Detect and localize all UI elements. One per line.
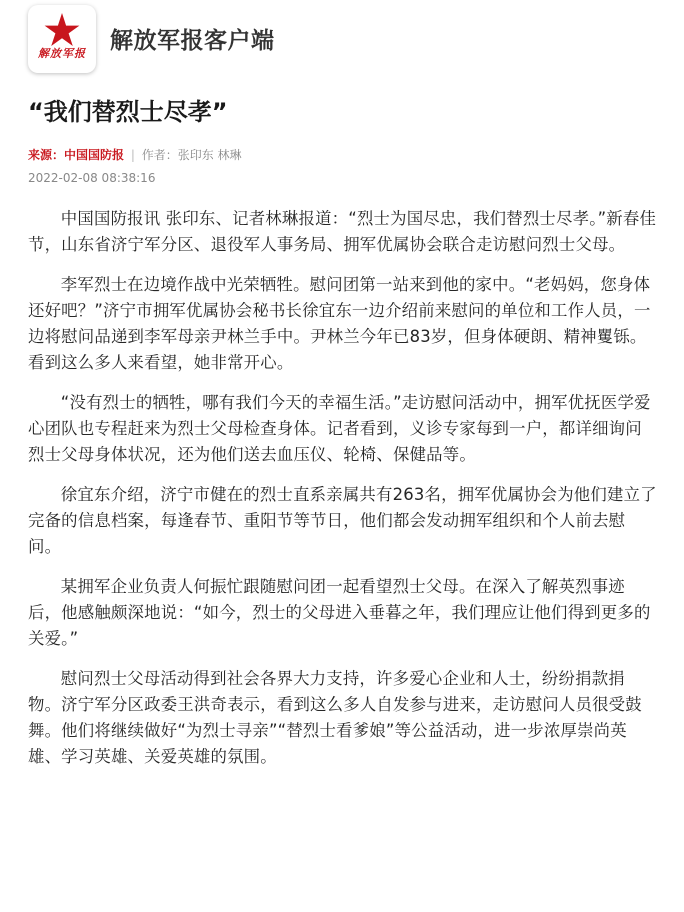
app-header [0, 0, 684, 80]
red-star-icon [28, 5, 96, 73]
article-paragraph: 慰问烈士父母活动得到社会各界大力支持，许多爱心企业和人士，纷纷捐款捐物。济宁军分区政委王洪奇表示，看到这么多人自发参与进来，走访慰问人员很受鼓舞。他们将继续做好“为烈士寻亲”“替烈士看爹娘”等公益活动，进一步浓厚崇尚英雄、学习英雄、关爱英雄的氛围。 [28, 669, 642, 766]
app-logo[interactable] [28, 5, 96, 73]
article-body [28, 206, 658, 784]
article-paragraph: 徐宜东介绍，济宁市健在的烈士直系亲属共有263名，拥军优属协会为他们建立了完备的信息档案，每逢春节、重阳节等节日，他们都会发动拥军组织和个人前去慰问。 [28, 485, 657, 556]
source-label[interactable]: 来源：中国国防报 [28, 148, 125, 162]
article-paragraph: “没有烈士的牺牲，哪有我们今天的幸福生活。”走访慰问活动中，拥军优抚医学爱心团队也专程赶来为烈士父母检查身体。记者看到，义诊专家每到一户，都详细询问烈士父母身体状况，还为他们送去血压仪、轮椅、保健品等。 [28, 393, 651, 464]
publish-date: 2022-02-08 08:38:16 [28, 171, 156, 185]
article-paragraph: 李军烈士在边境作战中光荣牺牲。慰问团第一站来到他的家中。“老妈妈，您身体还好吧？”济宁市拥军优属协会秘书长徐宜东一边介绍前来慰问的单位和工作人员，一边将慰问品递到李军母亲尹林兰手中。尹林兰今年已83岁，但身体硬朗、精神矍铄。看到这么多人来看望，她非常开心。 [28, 275, 651, 372]
article-title: “我们替烈士尽孝” [28, 98, 228, 126]
article-meta [28, 146, 242, 163]
app-name: 解放军报客户端 [110, 28, 275, 54]
logo-calligraphy: 解放军报 [38, 47, 86, 60]
article-paragraph: 某拥军企业负责人何振忙跟随慰问团一起看望烈士父母。在深入了解英烈事迹后，他感触颇深地说：“如今，烈士的父母进入垂暮之年，我们理应让他们得到更多的关爱。” [28, 577, 651, 648]
author-label: 作者：张印东 林琳 [141, 148, 242, 162]
meta-separator: | [130, 148, 135, 162]
article-paragraph: 中国国防报讯 张印东、记者林琳报道：“烈士为国尽忠，我们替烈士尽孝。”新春佳节，山东省济宁军分区、退役军人事务局、拥军优属协会联合走访慰问烈士父母。 [28, 209, 657, 254]
